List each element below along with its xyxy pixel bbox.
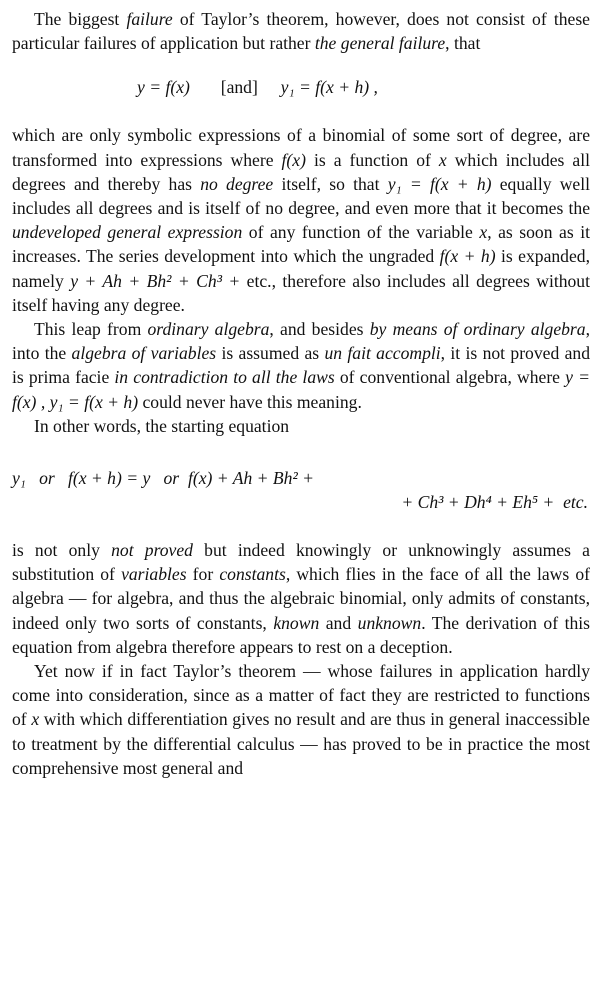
text-run: is not only [12, 540, 112, 561]
math-y1-fxh: y₁ = f(x + h) [387, 173, 492, 194]
emphasis-un-fait-accompli: un fait accompli [324, 343, 441, 364]
text-run: is expanded, namely [12, 246, 590, 291]
text-run: , it is not proved and is prima facie [12, 343, 590, 388]
paragraph-not-proved [12, 538, 590, 659]
emphasis-in-contradiction: in contradiction to all the laws [114, 367, 335, 388]
emphasis-unknown: unknown [357, 612, 422, 633]
emphasis-by-means-of-ordinary-algebra: by means of ordinary algebra [369, 319, 586, 340]
paragraph-symbolic-expressions [12, 123, 590, 317]
emphasis-ordinary-algebra: ordinary algebra [147, 319, 270, 340]
equation-y-and-y1 [12, 75, 590, 99]
equation-starting-continued [12, 490, 590, 514]
text-run: which includes all degrees and thereby has [12, 149, 590, 194]
text-run: of any function of the variable [242, 222, 480, 243]
text-run: Yet now if in fact Taylor’s theorem — whose failures in application hardly come into consideration, since as a matter of fact they are restricted to functions of [12, 661, 590, 730]
text-run: , and besides [269, 319, 370, 340]
text-run: equally well includes all degrees and is itself of no degree, and even more that it becomes the [12, 173, 591, 219]
math-fxh: f(x + h) [439, 246, 496, 267]
emphasis-no-degree: no degree [200, 173, 274, 194]
math-x: x [479, 222, 488, 243]
emphasis-undeveloped-general-expression: undeveloped general expression [12, 222, 243, 243]
math-fx: f(x) [281, 149, 306, 170]
text-run: could never have this meaning. [138, 391, 362, 412]
text-run: with which differentiation gives no result and are thus in general inaccessible to treatment by the differential calculus — has proved to be in practice the most comprehensive most general and [12, 709, 590, 778]
text-run: , as soon as it increases. The series development into which the ungraded [12, 222, 590, 267]
text-run: In other words, the starting equation [34, 415, 290, 436]
text-run: . The derivation of this equation from algebra therefore appears to rest on a deception. [12, 612, 591, 657]
math-x: x [438, 149, 447, 170]
text-run: is a function of [305, 149, 439, 170]
text-run: , that [445, 33, 481, 54]
text-run: of conventional algebra, where [334, 367, 566, 388]
text-run: which are only symbolic expressions of a binomial of some sort of degree, are transformed into expressions where [12, 125, 590, 170]
math-x: x [31, 709, 40, 730]
document-page [12, 7, 590, 780]
emphasis-algebra-of-variables: algebra of variables [71, 343, 217, 364]
text-run: , into the [12, 319, 590, 364]
emphasis-constants: constants [219, 564, 286, 585]
paragraph-general-failure [12, 7, 590, 55]
text-run: This leap from [34, 319, 148, 340]
math-series: y + Ah + Bh² + Ch³ + [70, 270, 241, 291]
math-y-y1: y = f(x) , y₁ = f(x + h) [12, 367, 590, 412]
equation-line-1: y₁ or f(x + h) = y or f(x) + Ah + Bh² + [12, 468, 315, 489]
text-run: itself, so that [273, 173, 388, 194]
paragraph-in-other-words [12, 414, 590, 438]
paragraph-leap [12, 317, 590, 414]
text-run: but indeed knowingly or unknowingly assumes a substitution of [12, 540, 590, 585]
text-run: is assumed as [216, 343, 325, 364]
equation-and: [and] [220, 77, 258, 98]
text-run: , which flies in the face of all the laws of algebra — for algebra, and thus the algebraic binomial, only admits of constants, indeed only two sorts of constants, [12, 564, 590, 633]
text-run: The biggest [34, 9, 127, 29]
equation-right: y₁ = f(x + h) , [280, 77, 378, 98]
emphasis-known: known [273, 612, 320, 633]
text-run: of Taylor’s theorem, however, does not consist of these particular failures of application but rather [12, 9, 590, 54]
emphasis-failure: failure [126, 9, 173, 29]
equation-starting [12, 466, 590, 490]
text-run: etc., therefore also includes all degrees without itself having any degree. [12, 270, 590, 315]
emphasis-variables: variables [121, 564, 187, 585]
text-run: for [186, 564, 220, 585]
text-run: and [319, 612, 358, 633]
emphasis-not-proved: not proved [111, 540, 193, 561]
paragraph-taylors-theorem [12, 659, 590, 780]
emphasis-general-failure: the general failure [314, 33, 446, 54]
equation-left: y = f(x) [137, 77, 190, 98]
equation-line-2: + Ch³ + Dh⁴ + Eh⁵ + etc. [401, 492, 588, 513]
